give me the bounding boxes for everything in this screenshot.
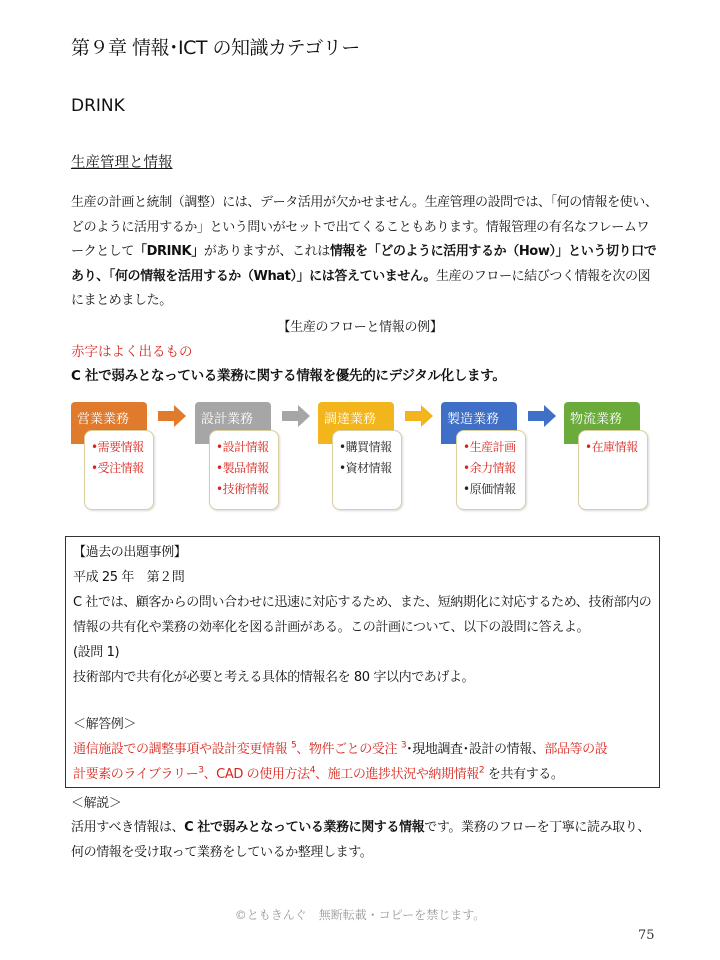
commentary-line: 活用すべき情報は、C 社で弱みとなっている業務に関する情報です。業務のフローを丁寧に読み取り、 — [71, 820, 650, 835]
sub-question: (設問 1) — [73, 645, 120, 660]
commentary-line: 何の情報を受け取って業務をしているか整理します。 — [71, 845, 373, 860]
answer-line: 計要素のライブラリー$^3$、CAD の使用方法$^4$、施工の進捗状況や納期情報$^2$ を共有する。 — [73, 765, 564, 782]
answer-heading: ＜解答例＞ — [73, 717, 137, 732]
info-item: •購買情報 — [339, 440, 392, 454]
stage-head-logistics: 物流業務 — [564, 402, 640, 444]
red-note: 赤字はよく出るもの — [71, 344, 193, 360]
stage-box-sales — [84, 430, 154, 510]
intro-paragraph — [71, 191, 661, 314]
para-bold-2: 情報を「どのように活用するか（How）」という切り口であり、「何の情報を活用するか（What）」には答えていません。 — [71, 244, 657, 284]
stage-box-manufacturing — [456, 430, 526, 510]
bold-statement: C 社で弱みとなっている業務に関する情報を優先的にデジタル化します。 — [71, 368, 506, 384]
info-item: •製品情報 — [216, 461, 269, 475]
info-item: •設計情報 — [216, 440, 269, 454]
para-bold-1: 「DRINK」 — [134, 244, 204, 259]
flow-arrow-icon — [282, 405, 310, 427]
stage-head-manufacturing: 製造業務 — [441, 402, 517, 444]
exam-year: 平成 25 年 第２問 — [73, 570, 185, 585]
info-item: •原価情報 — [463, 482, 516, 496]
info-item: •在庫情報 — [585, 440, 638, 454]
stage-head-sales: 営業業務 — [71, 402, 147, 444]
subtitle: 生産管理と情報 — [71, 155, 173, 171]
figure-caption: 【生産のフローと情報の例】 — [277, 320, 443, 335]
chapter-title: 第９章 情報･ICT の知識カテゴリー — [71, 37, 360, 59]
stage-box-design — [209, 430, 279, 510]
info-item: •資材情報 — [339, 461, 392, 475]
question-line: 情報の共有化や業務の効率化を図る計画がある。この計画について、以下の設問に答えよ。 — [73, 620, 590, 635]
info-item: •生産計画 — [463, 440, 516, 454]
para-text-1: 生産の計画と統制（調整）には、データ活用が欠かせません。生産管理の設問では、「何の情報を使い、どのように活用するか」という問いがセットで出てくることもあります。情報管理の有名なフレームワークとして — [71, 195, 658, 259]
stage-head-design: 設計業務 — [195, 402, 271, 444]
copyright-footer: ©ともきんぐ 無断転載・コピーを禁じます。 — [234, 908, 486, 922]
para-text-3: 生産のフローに結びつく情報を次の図にまとめました。 — [71, 268, 651, 308]
stage-head-procurement: 調達業務 — [318, 402, 394, 444]
info-item: •技術情報 — [216, 482, 269, 496]
past-exam-box — [65, 536, 660, 788]
question-line: 技術部内で共有化が必要と考える具体的情報名を 80 字以内であげよ。 — [73, 670, 475, 685]
info-item: •余力情報 — [463, 461, 516, 475]
info-item: •需要情報 — [91, 440, 144, 454]
commentary-heading: ＜解説＞ — [71, 796, 122, 811]
question-line: C 社では、顧客からの問い合わせに迅速に対応するため、また、短納期化に対応するため、技術部内の — [73, 595, 652, 610]
flow-arrow-icon — [528, 405, 556, 427]
answer-line: 通信施設での調整事項や設計変更情報 $^5$、物件ごとの受注 $^3$･現地調査･設計の情報、部品等の設 — [73, 740, 608, 757]
flow-arrow-icon — [158, 405, 186, 427]
page-number: 75 — [638, 928, 655, 943]
para-text-2: がありますが、これは — [203, 244, 330, 259]
exam-heading: 【過去の出題事例】 — [73, 545, 187, 560]
section-title: DRINK — [71, 96, 125, 116]
stage-box-procurement — [332, 430, 402, 510]
stage-box-logistics — [578, 430, 648, 510]
info-item: •受注情報 — [91, 461, 144, 475]
flow-arrow-icon — [405, 405, 433, 427]
